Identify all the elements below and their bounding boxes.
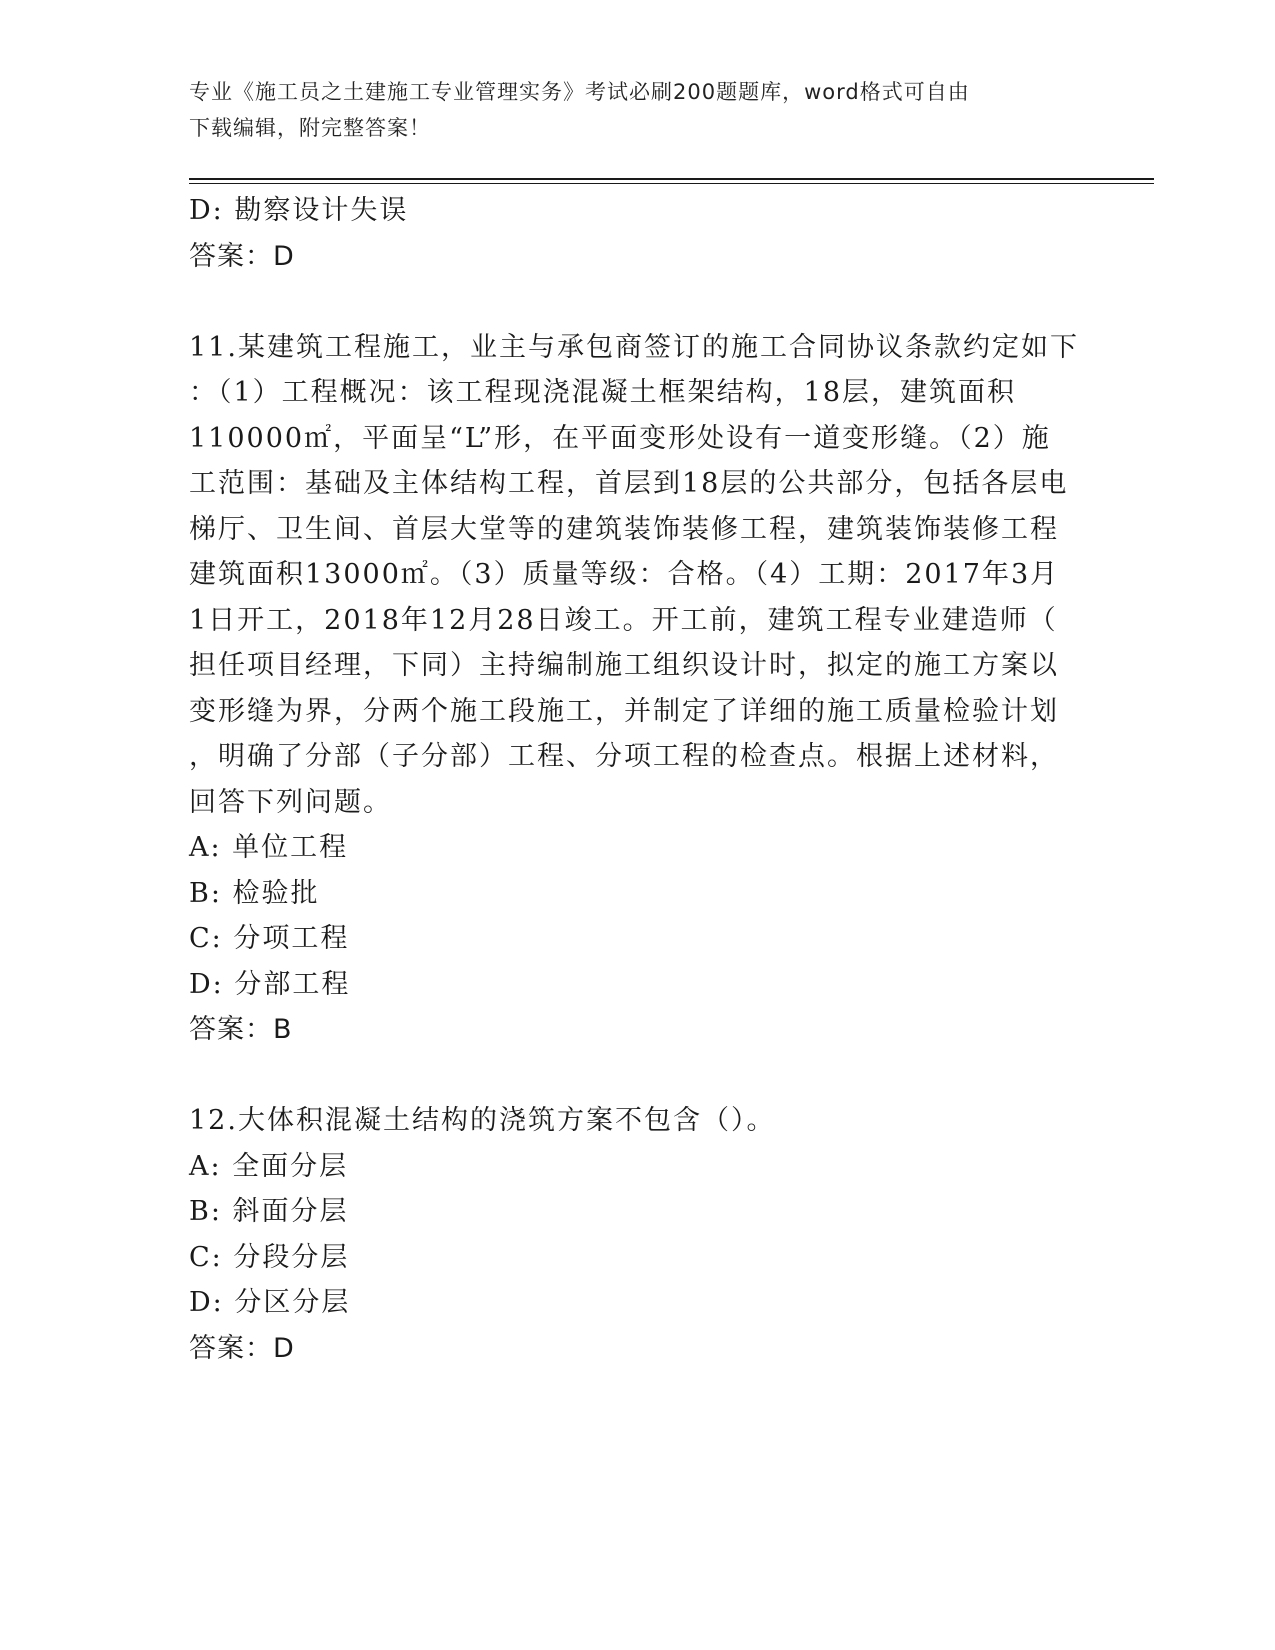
spacer (189, 1053, 1089, 1099)
spacer (189, 279, 1089, 325)
header-line-1: 专业《施工员之土建施工专业管理实务》考试必刷200题题库，word格式可自由 (189, 80, 970, 104)
stem-line: 110000㎡，平面呈“L”形，在平面变形处设有一道变形缝。（2）施 (189, 422, 1051, 454)
option-b: B: 检验批 (189, 877, 320, 909)
answer-line: 答案：B (189, 1014, 293, 1045)
answer-line: 答案：D (189, 1332, 295, 1364)
stem-line: 11.某建筑工程施工，业主与承包商签订的施工合同协议条款约定如下 (189, 331, 1079, 363)
stem-line: 建筑面积13000㎡。（3）质量等级：合格。（4）工期：2017年3月 (189, 559, 1060, 590)
header-rule-thin (189, 183, 1154, 184)
question-12 (189, 1098, 1089, 1371)
stem-line: 担任项目经理，下同）主持编制施工组织设计时，拟定的施工方案以 (189, 650, 1059, 681)
option-c: C: 分段分层 (189, 1241, 350, 1273)
previous-question (189, 188, 1089, 279)
stem-line: ：（1）工程概况：该工程现浇混凝土框架结构，18层，建筑面积 (189, 377, 1017, 408)
question-11 (189, 325, 1089, 1053)
option-c: C: 分项工程 (189, 923, 350, 954)
stem-line: 梯厅、卫生间、首层大堂等的建筑装饰装修工程，建筑装饰装修工程 (189, 513, 1059, 545)
stem-line: 1日开工，2018年12月28日竣工。开工前，建筑工程专业建造师（ (189, 604, 1058, 636)
question-stem (189, 325, 1089, 826)
option-d: D: 分区分层 (189, 1287, 351, 1318)
stem-line: 变形缝为界，分两个施工段施工，并制定了详细的施工质量检验计划 (189, 695, 1059, 727)
header-rule-thick (189, 178, 1154, 180)
option-a: A: 单位工程 (189, 832, 349, 863)
header-line-2: 下载编辑，附完整答案！ (189, 116, 431, 140)
stem-line: 回答下列问题。 (189, 786, 392, 818)
document-body (189, 188, 1089, 1371)
document-header (189, 74, 1089, 146)
stem-line: ，明确了分部（子分部）工程、分项工程的检查点。根据上述材料， (189, 741, 1059, 772)
option-b: B: 斜面分层 (189, 1196, 349, 1227)
option-d: D: 分部工程 (189, 968, 351, 1000)
stem-line: 工范围：基础及主体结构工程，首层到18层的公共部分，包括各层电 (189, 468, 1069, 499)
option-a: A: 全面分层 (189, 1150, 349, 1182)
question-stem: 12.大体积混凝土结构的浇筑方案不包含（）。 (189, 1105, 776, 1136)
option-d: D: 勘察设计失误 (189, 195, 409, 226)
answer-line: 答案：D (189, 240, 295, 272)
